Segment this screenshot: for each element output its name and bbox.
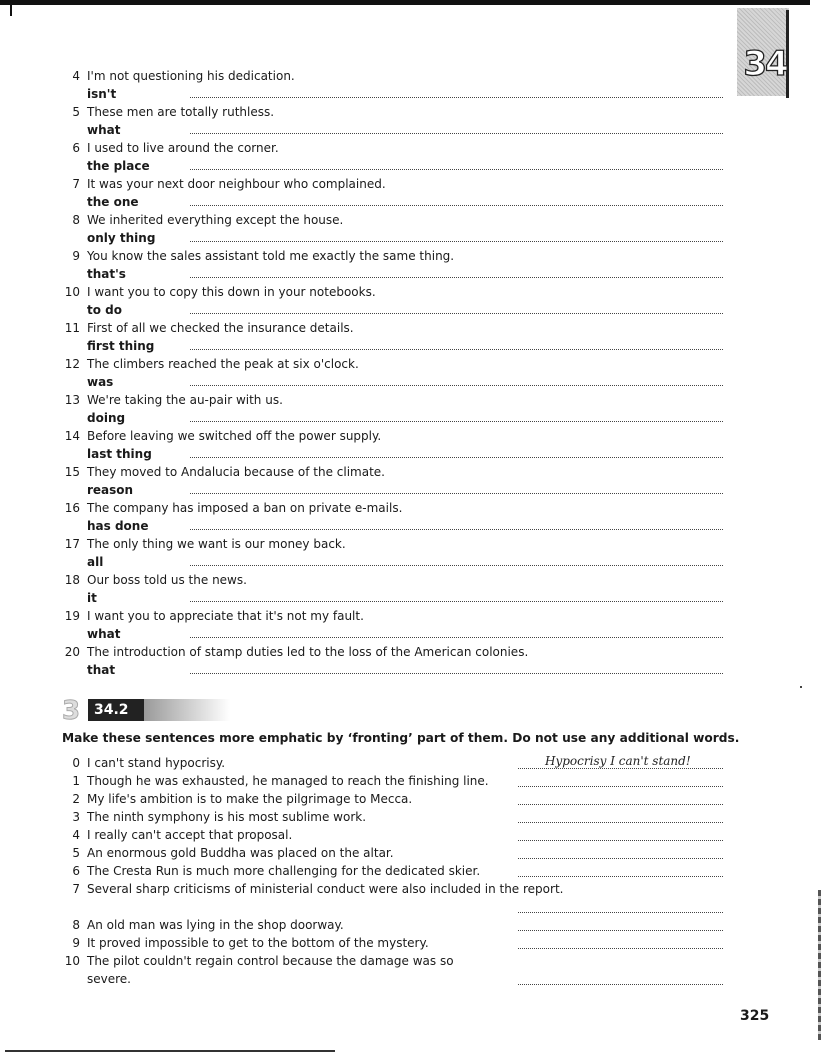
answer-line[interactable] [190, 205, 723, 206]
page-number: 325 [740, 1008, 770, 1024]
exercise-label-fade [144, 699, 230, 721]
item-sentence: The ninth symphony is his most sublime work. [87, 810, 367, 824]
exercise-2-instruction: Make these sentences more emphatic by ‘fronting’ part of them. Do not use any additional words. [62, 731, 740, 745]
example-answer: Hypocrisy I can't stand! [545, 754, 691, 768]
item-sentence: It proved impossible to get to the bottom of the mystery. [87, 936, 429, 950]
exercise-1-item [58, 355, 728, 391]
item-number: 6 [72, 141, 80, 155]
item-number: 8 [72, 918, 80, 932]
item-number: 16 [64, 501, 80, 515]
exercise-1-item [58, 283, 728, 319]
item-sentence: It was your next door neighbour who complained. [87, 177, 386, 191]
exercise-2-item [58, 880, 728, 916]
exercise-2-list [58, 754, 728, 988]
scan-speck [800, 686, 802, 688]
item-sentence: I want you to copy this down in your notebooks. [87, 285, 376, 299]
item-number: 18 [64, 573, 80, 587]
exercise-1-item [58, 67, 728, 103]
answer-line[interactable] [190, 277, 723, 278]
item-sentence: I used to live around the corner. [87, 141, 279, 155]
exercise-1-item [58, 499, 728, 535]
answer-line[interactable] [518, 984, 723, 985]
bottom-rule [5, 1050, 335, 1052]
item-sentence: They moved to Andalucia because of the climate. [87, 465, 385, 479]
item-number: 14 [64, 429, 80, 443]
exercise-2-item [58, 826, 728, 844]
item-keyword: the one [87, 195, 139, 209]
item-sentence: You know the sales assistant told me exactly the same thing. [87, 249, 455, 263]
item-keyword: only thing [87, 231, 156, 245]
exercise-1-item [58, 175, 728, 211]
item-number: 7 [72, 882, 80, 896]
item-sentence: An enormous gold Buddha was placed on the altar. [87, 846, 394, 860]
item-sentence: The climbers reached the peak at six o'clock. [87, 357, 359, 371]
exercise-1-item [58, 643, 728, 679]
item-number: 2 [72, 792, 80, 806]
answer-line[interactable] [518, 786, 723, 787]
exercise-2-item [58, 754, 728, 772]
item-keyword: it [87, 591, 97, 605]
item-number: 5 [72, 105, 80, 119]
answer-line[interactable] [518, 948, 723, 949]
item-keyword: that [87, 663, 116, 677]
item-number: 10 [64, 285, 80, 299]
item-sentence: These men are totally ruthless. [87, 105, 275, 119]
item-number: 10 [64, 954, 80, 968]
item-sentence: Several sharp criticisms of ministerial conduct were also included in the report. [87, 882, 564, 896]
item-sentence: I'm not questioning his dedication. [87, 69, 295, 83]
exercise-1-item [58, 391, 728, 427]
page-edge-marks [818, 890, 821, 1040]
unit-number: 34 [743, 44, 787, 84]
exercise-1-item [58, 427, 728, 463]
answer-line[interactable] [190, 529, 723, 530]
answer-line[interactable] [190, 313, 723, 314]
item-keyword: what [87, 123, 121, 137]
exercise-2-item [58, 844, 728, 862]
item-keyword: doing [87, 411, 126, 425]
exercise-2-item [58, 952, 728, 988]
top-tick-mark [10, 4, 12, 16]
exercise-1-item [58, 211, 728, 247]
exercise-2-item [58, 772, 728, 790]
item-keyword: reason [87, 483, 134, 497]
item-number: 17 [64, 537, 80, 551]
item-number: 9 [72, 936, 80, 950]
item-number: 7 [72, 177, 80, 191]
item-keyword: first thing [87, 339, 155, 353]
answer-line [518, 768, 723, 769]
answer-line[interactable] [190, 241, 723, 242]
item-number: 8 [72, 213, 80, 227]
exercise-1-item [58, 103, 728, 139]
answer-line[interactable] [190, 457, 723, 458]
exercise-1-list [58, 67, 728, 679]
item-sentence: We inherited everything except the house. [87, 213, 344, 227]
answer-line[interactable] [518, 930, 723, 931]
item-sentence: The Cresta Run is much more challenging for the dedicated skier. [87, 864, 481, 878]
item-sentence: Though he was exhausted, he managed to reach the finishing line. [87, 774, 489, 788]
item-keyword: was [87, 375, 114, 389]
item-number: 0 [72, 756, 80, 770]
item-number: 1 [72, 774, 80, 788]
exercise-1-item [58, 319, 728, 355]
answer-line[interactable] [190, 601, 723, 602]
item-sentence: The introduction of stamp duties led to the loss of the American colonies. [87, 645, 529, 659]
item-sentence: I want you to appreciate that it's not my fault. [87, 609, 364, 623]
exercise-2-item [58, 862, 728, 880]
item-keyword: isn't [87, 87, 117, 101]
item-number: 5 [72, 846, 80, 860]
exercise-label: 34.2 [88, 699, 144, 721]
exercise-1-item [58, 463, 728, 499]
item-sentence: An old man was lying in the shop doorway. [87, 918, 344, 932]
answer-line[interactable] [190, 637, 723, 638]
item-sentence: First of all we checked the insurance details. [87, 321, 354, 335]
answer-line[interactable] [190, 349, 723, 350]
exercise-2-item [58, 916, 728, 934]
exercise-2-item [58, 790, 728, 808]
item-sentence: The pilot couldn't regain control because the damage was so severe. [87, 954, 454, 986]
answer-line[interactable] [190, 493, 723, 494]
item-number: 6 [72, 864, 80, 878]
answer-line[interactable] [518, 840, 723, 841]
item-keyword: that's [87, 267, 126, 281]
item-number: 4 [72, 69, 80, 83]
exercise-1-item [58, 607, 728, 643]
item-sentence: My life's ambition is to make the pilgrimage to Mecca. [87, 792, 413, 806]
exercise-1-item [58, 247, 728, 283]
item-keyword: all [87, 555, 104, 569]
item-keyword: has done [87, 519, 149, 533]
item-number: 4 [72, 828, 80, 842]
exercise-2-item [58, 934, 728, 952]
item-keyword: the place [87, 159, 150, 173]
answer-line[interactable] [518, 876, 723, 877]
answer-line[interactable] [190, 97, 723, 98]
item-keyword: last thing [87, 447, 152, 461]
exercise-1-item [58, 139, 728, 175]
answer-line[interactable] [518, 912, 723, 913]
item-sentence: The only thing we want is our money back. [87, 537, 346, 551]
item-number: 19 [64, 609, 80, 623]
item-keyword: to do [87, 303, 122, 317]
answer-line[interactable] [190, 385, 723, 386]
item-number: 11 [64, 321, 80, 335]
answer-line[interactable] [190, 565, 723, 566]
answer-line[interactable] [518, 804, 723, 805]
item-number: 15 [64, 465, 80, 479]
section-number: 3 [62, 696, 81, 726]
answer-line[interactable] [190, 133, 723, 134]
item-sentence: I really can't accept that proposal. [87, 828, 293, 842]
answer-line[interactable] [190, 169, 723, 170]
exercise-2-item [58, 808, 728, 826]
answer-line[interactable] [518, 858, 723, 859]
exercise-2-header [62, 696, 230, 726]
item-sentence: Before leaving we switched off the power supply. [87, 429, 382, 443]
item-number: 9 [72, 249, 80, 263]
item-number: 13 [64, 393, 80, 407]
item-sentence: Our boss told us the news. [87, 573, 247, 587]
answer-line[interactable] [518, 822, 723, 823]
answer-line[interactable] [190, 673, 723, 674]
top-rule [0, 0, 810, 5]
exercise-1-item [58, 535, 728, 571]
item-sentence: The company has imposed a ban on private e-mails. [87, 501, 403, 515]
exercise-1-item [58, 571, 728, 607]
item-number: 20 [64, 645, 80, 659]
item-number: 12 [64, 357, 80, 371]
item-sentence: I can't stand hypocrisy. [87, 756, 226, 770]
item-number: 3 [72, 810, 80, 824]
answer-line[interactable] [190, 421, 723, 422]
item-keyword: what [87, 627, 121, 641]
item-sentence: We're taking the au-pair with us. [87, 393, 283, 407]
